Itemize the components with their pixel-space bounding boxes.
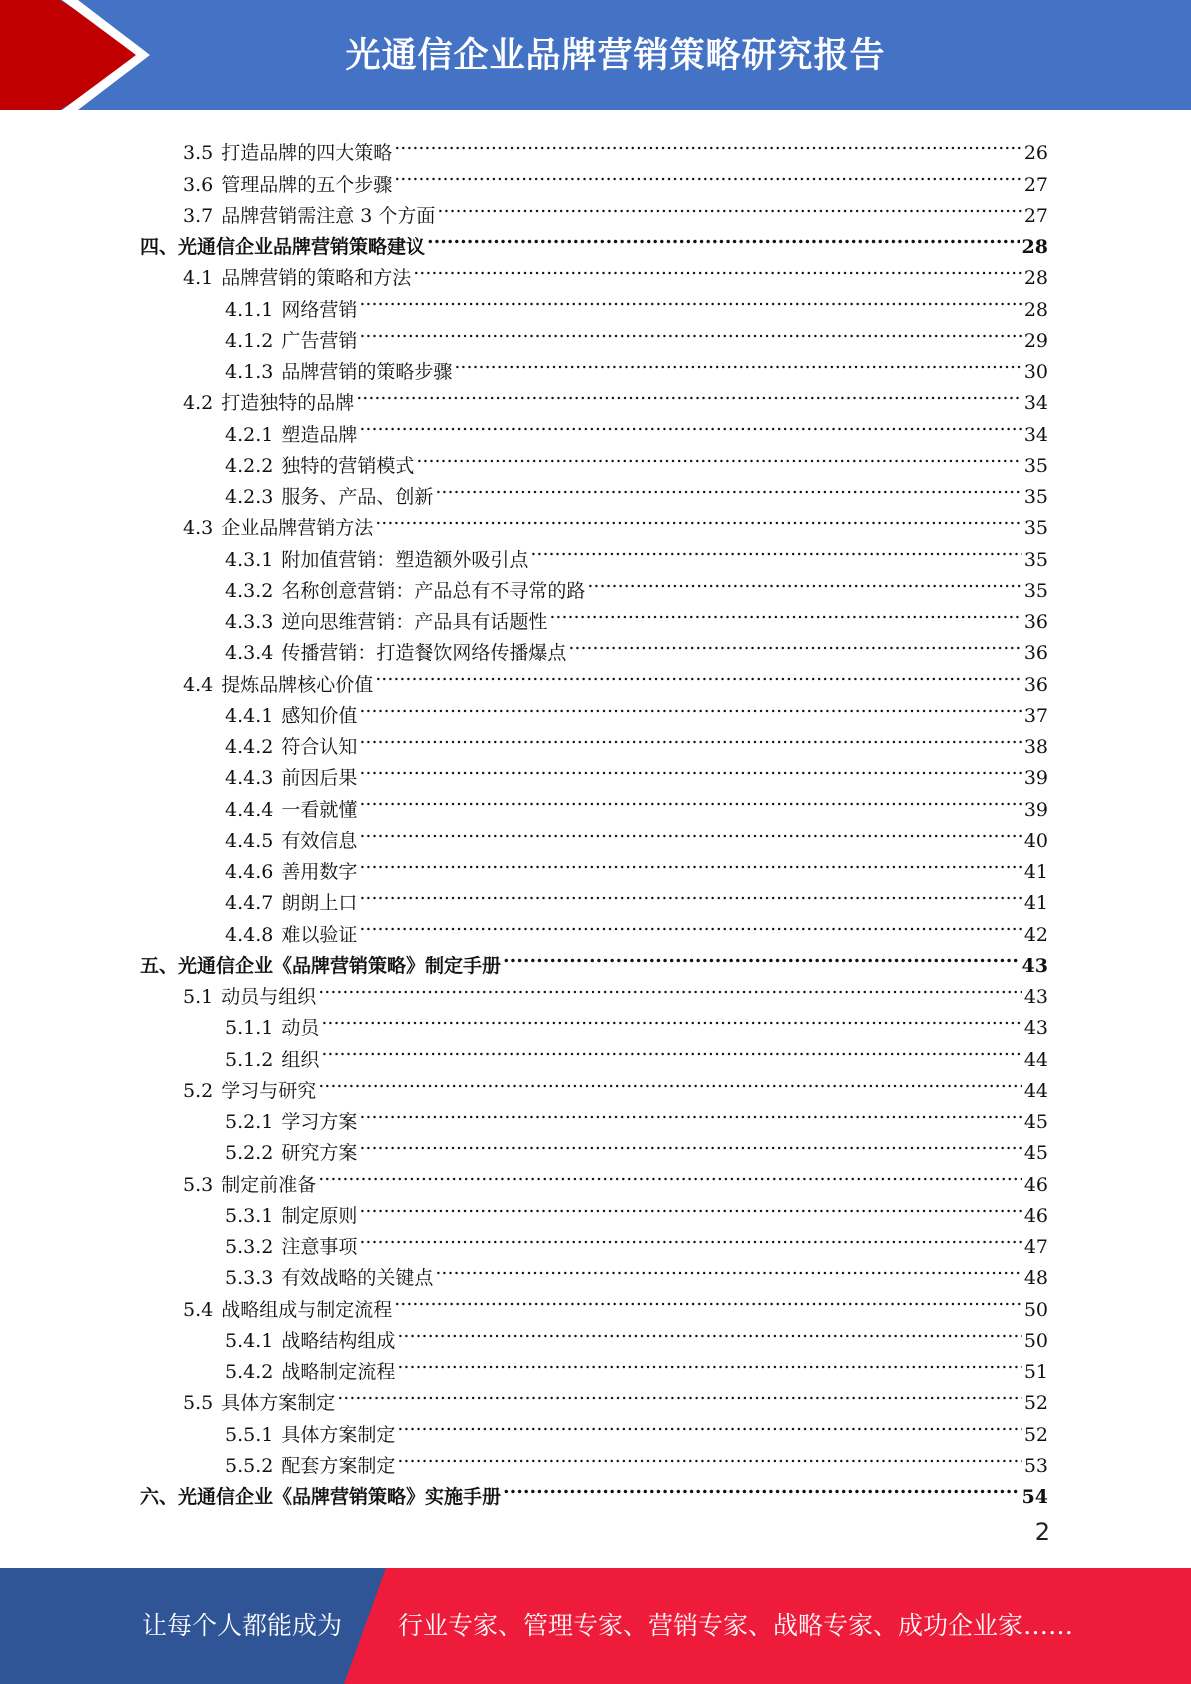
toc-entry[interactable] [140,784,1048,821]
toc-dot-leader [318,972,1022,1003]
toc-entry-page: 47 [1023,1236,1048,1258]
toc-entry[interactable] [140,566,1048,602]
toc-entry-page: 35 [1023,486,1048,508]
toc-entry-number: 5.1.2 [225,1048,274,1071]
toc-dot-leader [359,878,1021,909]
toc-entry-title: 品牌营销的策略和方法 [221,267,412,290]
toc-entry-page: 50 [1023,1298,1048,1321]
toc-entry[interactable] [140,722,1048,758]
toc-entry-page: 28 [1023,298,1048,321]
toc-entry-number: 5.2 [183,1079,214,1102]
toc-entry-page: 45 [1023,1142,1048,1165]
toc-dot-leader [454,347,1021,378]
toc-dot-leader [503,941,1020,972]
toc-entry[interactable] [140,1253,1048,1290]
toc-entry-title: 光通信企业《品牌营销策略》实施手册 [178,1486,502,1508]
toc-entry-number: 4.2.1 [225,423,274,446]
toc-entry[interactable] [140,378,1048,415]
toc-entry-title: 配套方案制定 [281,1454,396,1477]
toc-entry-title: 动员 [281,1017,320,1040]
toc-dot-leader [587,566,1021,597]
toc-entry[interactable] [140,909,1048,946]
toc-entry-title: 战略组成与制定流程 [221,1298,393,1321]
toc-entry-page: 46 [1023,1204,1048,1227]
toc-dot-leader [321,1003,1021,1034]
toc-dot-leader [359,1097,1021,1128]
toc-entry[interactable] [140,1441,1048,1477]
toc-entry-title: 打造品牌的四大策略 [221,142,393,165]
red-chevron-icon [0,0,160,110]
toc-entry-title: 光通信企业品牌营销策略建议 [178,236,426,258]
toc-dot-leader [437,191,1021,222]
toc-entry-number: 4.2 [183,392,214,415]
toc-entry-title: 善用数字 [281,861,358,883]
toc-entry-number: 5.3.2 [225,1236,274,1258]
toc-entry-number: 4.4.3 [225,767,274,790]
toc-entry-title: 传播营销：打造餐饮网络传播爆点 [281,642,567,665]
toc-dot-leader [435,1253,1021,1284]
toc-dot-leader [435,472,1021,503]
toc-entry-number: 4.3 [183,517,214,540]
toc-entry[interactable] [140,1128,1048,1165]
toc-entry-page: 51 [1023,1361,1048,1383]
toc-dot-leader [530,534,1021,565]
toc-entry-page: 34 [1023,423,1048,446]
toc-entry-title: 符合认知 [281,736,358,758]
toc-entry-number: 5.5.1 [225,1423,274,1446]
toc-entry-page: 35 [1023,579,1048,602]
toc-entry-title: 研究方案 [281,1142,358,1165]
toc-entry-title: 企业品牌营销方法 [221,517,374,540]
toc-entry-number: 4.4.6 [225,861,274,883]
toc-entry-page: 45 [1023,1111,1048,1133]
toc-entry-page: 41 [1023,861,1048,883]
toc-entry[interactable] [140,347,1048,383]
toc-entry[interactable] [140,628,1048,665]
toc-entry-title: 提炼品牌核心价值 [221,673,374,696]
toc-entry-number: 3.7 [183,204,214,227]
toc-entry-page: 36 [1023,673,1048,696]
toc-entry-page: 52 [1023,1423,1048,1446]
toc-entry-number: 5.4 [183,1298,214,1321]
toc-entry-number: 4.2.3 [225,486,274,508]
toc-entry-title: 光通信企业《品牌营销策略》制定手册 [178,954,502,977]
toc-entry-number: 5.2.1 [225,1111,274,1133]
toc-entry-title: 前因后果 [281,767,358,790]
toc-entry-number: 五、 [140,954,179,977]
toc-dot-leader [321,1034,1021,1065]
toc-entry-page: 53 [1023,1454,1048,1477]
toc-entry-page: 44 [1023,1048,1048,1071]
toc-dot-leader [359,1222,1021,1253]
toc-entry-title: 品牌营销需注意 3 个方面 [221,204,436,227]
toc-entry-title: 服务、产品、创新 [281,486,434,508]
toc-entry[interactable] [140,753,1048,790]
toc-entry-page: 34 [1023,392,1048,415]
footer-slogan-left: 让每个人都能成为 [142,1611,343,1640]
toc-dot-leader [337,1378,1022,1409]
toc-entry-title: 打造独特的品牌 [221,392,355,415]
toc-entry-number: 5.3.1 [225,1204,274,1227]
toc-entry[interactable] [140,1284,1048,1321]
toc-entry-title: 一看就懂 [281,798,358,821]
toc-entry-page: 40 [1023,829,1048,852]
toc-entry-page: 52 [1023,1392,1048,1415]
toc-entry-page: 39 [1023,798,1048,821]
toc-entry[interactable] [140,941,1048,977]
page-footer [0,1568,1191,1684]
toc-entry-number: 4.2.2 [225,454,274,477]
toc-entry-number: 5.4.2 [225,1361,274,1383]
toc-entry-number: 5.5 [183,1392,214,1415]
toc-entry-title: 有效战略的关键点 [281,1267,434,1290]
toc-entry-title: 品牌营销的策略步骤 [281,361,453,383]
toc-dot-leader [359,909,1021,940]
toc-entry-page: 35 [1023,454,1048,477]
toc-entry-title: 附加值营销：塑造额外吸引点 [281,548,529,571]
toc-entry-title: 组织 [281,1048,320,1071]
toc-entry-number: 5.3.3 [225,1267,274,1290]
toc-entry-page: 41 [1023,892,1048,915]
toc-entry[interactable] [140,128,1048,165]
toc-entry-title: 具体方案制定 [221,1392,336,1415]
toc-dot-leader [394,159,1022,190]
toc-entry[interactable] [140,441,1048,477]
toc-entry-title: 具体方案制定 [281,1423,396,1446]
toc-entry[interactable] [140,1347,1048,1383]
toc-dot-leader [359,847,1021,878]
toc-entry-title: 学习与研究 [221,1079,317,1102]
footer-slogan-right: 行业专家、管理专家、营销专家、战略专家、成功企业家…… [398,1611,1074,1640]
toc-entry-title: 网络营销 [281,298,358,321]
toc-entry[interactable] [140,878,1048,915]
toc-entry-page: 36 [1023,611,1048,633]
toc-entry-number: 5.1.1 [225,1017,274,1040]
toc-dot-leader [318,1159,1022,1190]
toc-entry-title: 制定前准备 [221,1173,317,1196]
toc-entry-title: 管理品牌的五个步骤 [221,173,393,196]
toc-entry-number: 4.4.5 [225,829,274,852]
toc-dot-leader [375,503,1022,534]
toc-entry-page: 30 [1023,361,1048,383]
toc-entry-page: 28 [1023,267,1048,290]
toc-entry-number: 4.3.2 [225,579,274,602]
page-header [0,0,1191,110]
toc-entry-page: 42 [1023,923,1048,946]
toc-entry[interactable] [140,1378,1048,1415]
toc-entry-number: 4.1.3 [225,361,274,383]
toc-entry-page: 44 [1023,1079,1048,1102]
toc-entry-title: 独特的营销模式 [281,454,415,477]
toc-dot-leader [356,378,1022,409]
toc-entry-number: 4.4.4 [225,798,274,821]
toc-entry-page: 37 [1023,704,1048,727]
toc-dot-leader [397,1409,1021,1440]
toc-entry-title: 战略结构组成 [281,1329,396,1352]
toc-dot-leader [359,753,1021,784]
toc-entry-title: 逆向思维营销：产品具有话题性 [281,611,548,633]
toc-entry[interactable] [140,1034,1048,1071]
toc-entry-title: 朗朗上口 [281,892,358,915]
toc-entry[interactable] [140,503,1048,540]
toc-entry-number: 3.5 [183,142,214,165]
toc-dot-leader [318,1066,1022,1097]
toc-entry[interactable] [140,1472,1048,1508]
toc-entry-title: 广告营销 [281,329,358,352]
toc-entry-number: 四、 [140,236,179,258]
toc-dot-leader [397,1347,1021,1378]
toc-dot-leader [359,722,1021,753]
toc-entry-number: 4.4.2 [225,736,274,758]
toc-entry-title: 感知价值 [281,704,358,727]
toc-entry-number: 5.1 [183,986,214,1008]
toc-entry-number: 4.1 [183,267,214,290]
toc-entry-title: 有效信息 [281,829,358,852]
toc-entry-page: 54 [1021,1486,1048,1508]
toc-dot-leader [568,628,1021,659]
toc-entry[interactable] [140,1222,1048,1258]
toc-entry[interactable] [140,597,1048,633]
toc-entry-number: 4.4 [183,673,214,696]
toc-entry-title: 名称创意营销：产品总有不寻常的路 [281,579,586,602]
toc-entry-page: 46 [1023,1173,1048,1196]
toc-entry-number: 4.4.8 [225,923,274,946]
toc-entry-title: 制定原则 [281,1204,358,1227]
toc-entry-page: 27 [1023,204,1048,227]
toc-dot-leader [549,597,1021,628]
toc-dot-leader [359,1128,1021,1159]
toc-entry[interactable] [140,1066,1048,1102]
toc-dot-leader [359,816,1021,847]
toc-entry-page: 28 [1021,236,1048,258]
toc-entry-page: 48 [1023,1267,1048,1290]
toc-entry-number: 5.2.2 [225,1142,274,1165]
table-of-contents [140,128,1048,1508]
toc-dot-leader [413,253,1022,284]
toc-entry-number: 5.4.1 [225,1329,274,1352]
toc-entry-page: 43 [1023,986,1048,1008]
toc-entry-page: 39 [1023,767,1048,790]
toc-dot-leader [359,316,1021,347]
toc-entry-page: 50 [1023,1329,1048,1352]
toc-entry[interactable] [140,472,1048,508]
toc-entry-title: 塑造品牌 [281,423,358,446]
page-number: 2 [1034,1518,1050,1546]
toc-dot-leader [503,1472,1020,1503]
toc-entry-title: 注意事项 [281,1236,358,1258]
toc-entry-number: 4.4.7 [225,892,274,915]
toc-dot-leader [359,284,1021,315]
toc-entry-page: 26 [1023,142,1048,165]
toc-entry-number: 5.5.2 [225,1454,274,1477]
toc-entry-page: 38 [1023,736,1048,758]
toc-entry-title: 战略制定流程 [281,1361,396,1383]
toc-entry-number: 4.1.1 [225,298,274,321]
toc-entry-page: 36 [1023,642,1048,665]
toc-entry-page: 29 [1023,329,1048,352]
toc-entry-page: 35 [1023,548,1048,571]
toc-dot-leader [359,691,1021,722]
toc-entry[interactable] [140,1159,1048,1196]
toc-entry-page: 35 [1023,517,1048,540]
toc-entry-page: 27 [1023,173,1048,196]
toc-dot-leader [359,409,1021,440]
toc-dot-leader [394,1284,1022,1315]
toc-dot-leader [394,128,1022,159]
toc-entry-page: 43 [1021,954,1048,977]
toc-dot-leader [375,659,1022,690]
toc-entry-number: 4.3.3 [225,611,274,633]
toc-entry-title: 难以验证 [281,923,358,946]
toc-entry-number: 5.3 [183,1173,214,1196]
toc-entry-number: 3.6 [183,173,214,196]
toc-dot-leader [359,1191,1021,1222]
toc-dot-leader [397,1316,1021,1347]
toc-entry[interactable] [140,316,1048,352]
toc-dot-leader [359,784,1021,815]
toc-entry-number: 六、 [140,1486,179,1508]
toc-dot-leader [416,441,1021,472]
toc-entry[interactable] [140,847,1048,883]
toc-dot-leader [427,222,1020,253]
toc-entry[interactable] [140,816,1048,852]
toc-entry-number: 4.3.1 [225,548,274,571]
toc-entry-page: 43 [1023,1017,1048,1040]
toc-entry-title: 学习方案 [281,1111,358,1133]
toc-entry-number: 4.3.4 [225,642,274,665]
toc-dot-leader [397,1441,1021,1472]
toc-entry-number: 4.4.1 [225,704,274,727]
report-title: 光通信企业品牌营销策略研究报告 [345,36,886,76]
toc-entry-number: 4.1.2 [225,329,274,352]
toc-entry[interactable] [140,659,1048,696]
toc-entry-title: 动员与组织 [221,986,317,1008]
